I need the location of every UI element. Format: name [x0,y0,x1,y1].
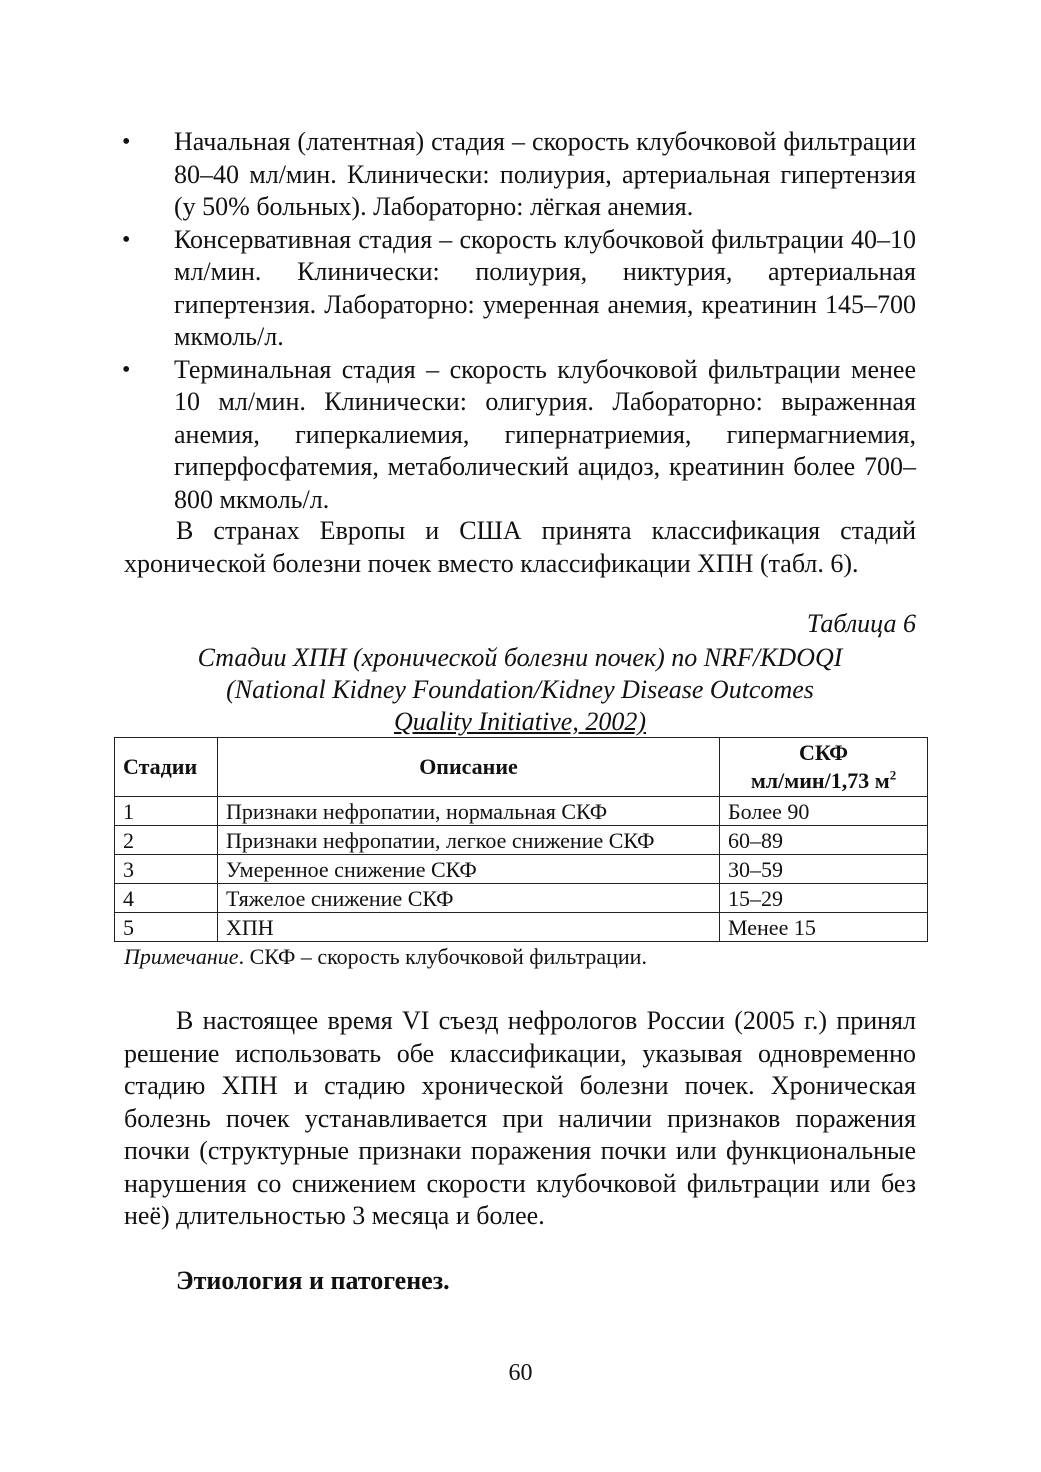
classification-paragraph: В странах Европы и США принята классификация стадий хронической болезни почек вместо классификации ХПН (табл. 6). [124,516,916,578]
table-row [115,884,928,913]
section-heading: Этиология и патогенез. [176,1266,450,1295]
bullet-text: Терминальная стадия – скорость клубочковой фильтрации менее 10 мл/мин. Клинически: олигурия. Лабораторно: выраженная анемия, гиперкалиемия, гипернатриемия, гипермагниемия, гиперфосфатемия, метаболический ацидоз, креатинин более 700–800 мкмоль/л. [174,354,916,514]
table-caption-line: Стадии ХПН (хронической болезни почек) по NRF/KDOQI [197,643,843,672]
table-row [115,826,928,855]
cell-gfr: 60–89 [720,826,928,855]
cell-description: Умеренное снижение СКФ [218,855,720,884]
table-header-row [115,738,928,797]
cell-gfr: 30–59 [720,855,928,884]
bullet-item-conservative-stage [120,224,916,354]
cell-gfr: 15–29 [720,884,928,913]
cell-stage: 2 [115,826,218,855]
cell-stage: 4 [115,884,218,913]
table-row [115,855,928,884]
cell-stage: 3 [115,855,218,884]
cell-description: Тяжелое снижение СКФ [218,884,720,913]
table-row [115,913,928,942]
header-gfr-unit: мл/мин/1,73 $м^2$ [750,767,897,793]
ckd-stages-table [114,737,928,942]
table-row [115,797,928,826]
cell-stage: 5 [115,913,218,942]
header-description: Описание [218,738,720,797]
bullet-text: Консервативная стадия – скорость клубочковой фильтрации 40–10 мл/мин. Клинически: полиурия, никтурия, артериальная гипертензия. Лабораторно: умеренная анемия, креатинин 145–700 мкмоль/л. [174,224,916,351]
cell-stage: 1 [115,797,218,826]
table-caption-line: (National Kidney Foundation/Kidney Disease Outcomes [226,675,814,704]
stage-bullet-list [120,126,916,516]
cell-description: Признаки нефропатии, легкое снижение СКФ [218,826,720,855]
bullet-symbol: • [122,226,131,253]
page-number: 60 [508,1360,533,1386]
cell-gfr: Более 90 [720,797,928,826]
cell-description: Признаки нефропатии, нормальная СКФ [218,797,720,826]
bullet-item-initial-stage [120,126,916,224]
header-gfr [720,738,928,797]
bullet-item-terminal-stage [120,354,916,517]
table-label: Таблица 6 [806,609,916,638]
cell-gfr: Менее 15 [720,913,928,942]
russian-congress-paragraph: В настоящее время VI съезд нефрологов России (2005 г.) принял решение использовать обе классификации, указывая одновременно стадию ХПН и стадию хронической болезни почек. Хроническая болезнь почек устанавливается при наличии признаков поражения почки (структурные признаки поражения почки или функциональные нарушения со снижением скорости клубочковой фильтрации или без неё) длительностью 3 месяца и более. [124,1006,916,1230]
table-note [124,943,647,971]
header-stage: Стадии [115,738,218,797]
note-text: . СКФ – скорость клубочковой фильтрации. [238,944,647,969]
bullet-symbol: • [122,129,131,155]
table-caption-line: Quality Initiative, 2002) [393,707,646,736]
bullet-text: Начальная (латентная) стадия – скорость клубочковой фильтрации 80–40 мл/мин. Клинически: полиурия, артериальная гипертензия (у 50% больных). Лабораторно: лёгкая анемия. [174,127,916,221]
bullet-symbol: • [122,356,131,383]
note-label: Примечание [124,944,239,969]
cell-description: ХПН [218,913,720,942]
table-caption [124,642,916,738]
header-gfr-title: СКФ [798,740,849,765]
